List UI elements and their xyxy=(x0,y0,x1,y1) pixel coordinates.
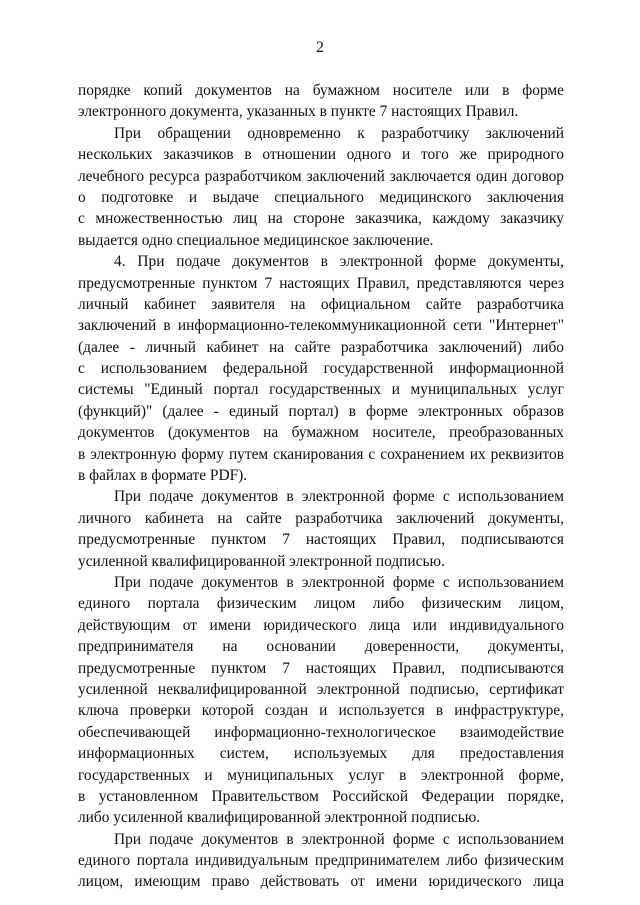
text-line: с использованием федеральной государственной информационной xyxy=(78,360,564,378)
text-line: электронного документа, указанных в пункте 7 настоящих Правил. xyxy=(78,103,519,121)
text-line: о подготовке и выдаче специального медицинского заключения xyxy=(78,188,564,206)
text-line: лечебного ресурса разработчиком заключений заключается один договор xyxy=(78,167,564,185)
text-line: предусмотренные пунктом 7 настоящих Правил, подписываются xyxy=(78,531,564,549)
text-line: системы "Единый портал государственных и муниципальных услуг xyxy=(78,381,564,399)
paragraph xyxy=(78,829,564,893)
text-line: либо усиленной квалифицированной электронной подписью. xyxy=(78,809,481,827)
text-line: 4. При подаче документов в электронной форме документы, xyxy=(114,253,564,271)
paragraph xyxy=(78,251,564,486)
text-line: личный кабинет заявителя на официальном сайте разработчика xyxy=(78,295,564,313)
text-line: усиленной неквалифицированной электронной подписью, сертификат xyxy=(78,680,564,698)
text-line: При обращении одновременно к разработчику заключений xyxy=(114,124,564,142)
text-line: (далее - личный кабинет на сайте разработчика заключений) либо xyxy=(78,338,564,356)
text-line: нескольких заказчиков в отношении одного и того же природного xyxy=(78,146,564,164)
text-line: единого портала физическим лицом либо физическим лицом, xyxy=(78,595,564,613)
paragraph xyxy=(78,123,564,251)
text-line: личного кабинета на сайте разработчика заключений документы, xyxy=(78,509,564,527)
text-line: государственных и муниципальных услуг в электронной форме, xyxy=(78,766,564,784)
text-line: документов (документов на бумажном носителе, преобразованных xyxy=(78,424,564,442)
paragraph xyxy=(78,572,564,829)
paragraph xyxy=(78,80,564,123)
text-line: информационных систем, используемых для предоставления xyxy=(78,745,564,763)
text-line: При подаче документов в электронной форме с использованием xyxy=(114,830,564,848)
text-line: выдается одно специальное медицинское заключение. xyxy=(78,231,434,249)
text-line: заключений в информационно-телекоммуникационной сети "Интернет" xyxy=(78,317,564,335)
page-number: 2 xyxy=(316,39,324,56)
text-line: действующим от имени юридического лица или индивидуального xyxy=(78,616,564,634)
text-line: в электронную форму путем сканирования с сохранением их реквизитов xyxy=(78,445,564,463)
document-body xyxy=(78,80,564,893)
text-line: предусмотренные пунктом 7 настоящих Правил, подписываются xyxy=(78,659,564,677)
text-line: лицом, имеющим право действовать от имени юридического лица xyxy=(78,873,564,891)
text-line: предусмотренные пунктом 7 настоящих Правил, представляются через xyxy=(78,274,564,292)
text-line: предпринимателя на основании доверенности, документы, xyxy=(78,638,564,656)
text-line: При подаче документов в электронной форме с использованием xyxy=(114,488,564,506)
text-line: единого портала индивидуальным предпринимателем либо физическим xyxy=(78,852,564,870)
text-line: обеспечивающей информационно-технологическое взаимодействие xyxy=(78,723,564,741)
text-line: усиленной квалифицированной электронной подписью. xyxy=(78,552,445,570)
text-line: с множественностью лиц на стороне заказчика, каждому заказчику xyxy=(78,210,564,228)
text-line: в установленном Правительством Российской Федерации порядке, xyxy=(78,787,564,805)
text-line: в файлах в формате PDF). xyxy=(78,467,248,485)
text-line: При подаче документов в электронной форме с использованием xyxy=(114,573,564,591)
text-line: ключа проверки которой создан и используется в инфраструктуре, xyxy=(78,702,564,720)
paragraph xyxy=(78,486,564,572)
text-line: порядке копий документов на бумажном носителе или в форме xyxy=(78,82,564,99)
text-line: (функций)" (далее - единый портал) в форме электронных образов xyxy=(78,402,564,420)
